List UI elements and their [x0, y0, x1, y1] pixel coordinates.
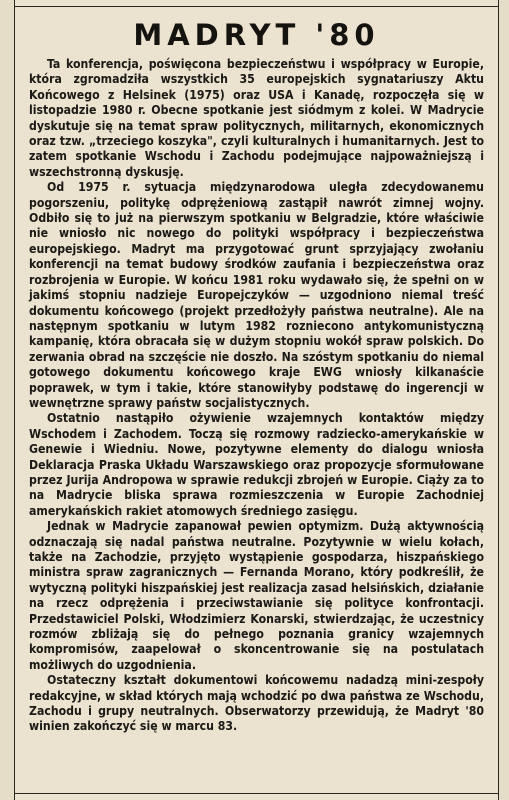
- newspaper-clipping: [14, 0, 499, 800]
- bottom-border-rule: [15, 793, 498, 794]
- article-paragraph-4: Jednak w Madrycie zapanował pewien optymizm. Dużą aktywnością odznaczają się nadal państwa neutralne. Pozytywnie w wielu kołach, także na Zachodzie, przyjęto wystąpienie gospodarza, hiszpańskiego ministra spraw zagranicznych — Fernanda Morano, który podkreślił, że wytyczną polityki hiszpańskiej jest realizacja zasad helsińskich, działanie na rzecz odprężenia i przeciwstawianie się polityce konfrontacji. Przedstawiciel Polski, Włodzimierz Konarski, stwierdzając, że uczestnicy rozmów zbliżają się do pełnego poznania granicy wzajemnych kompromisów, zaapelował o skoncentrowanie się na postulatach możliwych do uzgodnienia.: [29, 519, 484, 672]
- top-border-rule: [15, 6, 498, 7]
- article-paragraph-2: Od 1975 r. sytuacja międzynarodowa uległa zdecydowanemu pogorszeniu, politykę odprężeniową zastąpił nawrót zimnej wojny. Odbiło się to już na pierwszym spotkaniu w Belgradzie, które właściwie nie wniosło nic nowego do polityki współpracy i bezpieczeństwa europejskiego. Madryt ma przygotować grunt sprzyjający zwołaniu konferencji na temat budowy środków zaufania i bezpieczeństwa oraz rozbrojenia w Europie. W końcu 1981 roku wydawało się, że spełni on w jakimś stopniu nadzieje Europejczyków — uzgodniono niemal treść dokumentu końcowego (projekt przedłożyły państwa neutralne). Ale na następnym spotkaniu w lutym 1982 rozniecono antykomunistyczną kampanię, która obracała się w dużym stopniu wokół spraw polskich. Do zerwania obrad na szczęście nie doszło. Na szóstym spotkaniu do niemal gotowego dokumentu końcowego kraje EWG wniosły kilkanaście poprawek, w tym i takie, które stanowiłyby podstawę do ingerencji w wewnętrzne sprawy państw socjalistycznych.: [29, 180, 484, 410]
- article-paragraph-1: Ta konferencja, poświęcona bezpieczeństwu i współpracy w Europie, która zgromadziła wszystkich 35 europejskich sygnatariuszy Aktu Końcowego z Helsinek (1975) oraz USA i Kanadę, rozpoczęła się w listopadzie 1980 r. Obecne spotkanie jest siódmym z kolei. W Madrycie dyskutuje się na temat spraw politycznych, militarnych, ekonomicznych oraz tzw. „trzeciego koszyka", czyli kulturalnych i humanitarnych. Jest to zatem spotkanie Wschodu i Zachodu podejmujące najpoważniejszą i wszechstronną dyskusję.: [29, 57, 484, 179]
- article-body: [29, 57, 484, 735]
- article-paragraph-3: Ostatnio nastąpiło ożywienie wzajemnych kontaktów między Wschodem i Zachodem. Toczą się rozmowy radziecko-amerykańskie w Genewie i Wiedniu. Nowe, pozytywne elementy do dialogu wniosła Deklaracja Praska Układu Warszawskiego oraz propozycje sformułowane przez Jurija Andropowa w sprawie redukcji zbrojeń w Europie. Ciąży za to na Madrycie bliska sprawa rozmieszczenia w Europie Zachodniej amerykańskich rakiet atomowych średniego zasięgu.: [29, 411, 484, 518]
- article-headline: MADRYT '80: [133, 18, 380, 52]
- article-paragraph-5: Ostateczny kształt dokumentowi końcowemu nadadzą mini-zespoły redakcyjne, w skład których mają wchodzić po dwa państwa ze Wschodu, Zachodu i grupy neutralnych. Obserwatorzy przewidują, że Madryt '80 winien zakończyć się w marcu 83.: [29, 673, 484, 734]
